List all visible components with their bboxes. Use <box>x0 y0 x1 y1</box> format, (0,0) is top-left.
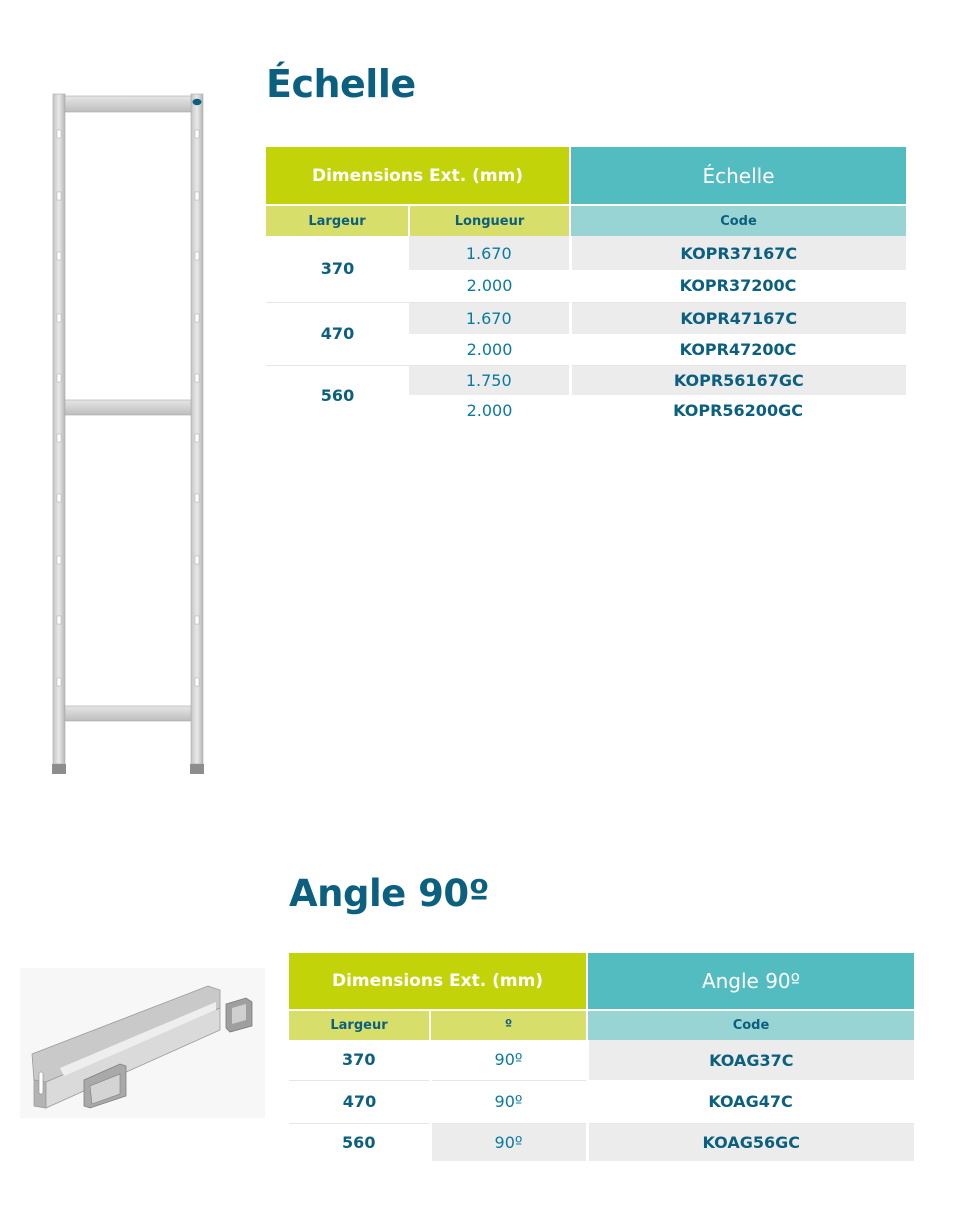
angle-cell: 90º <box>430 1080 587 1123</box>
table-row <box>289 1040 914 1080</box>
width-cell: 370 <box>266 236 409 302</box>
echelle-table <box>266 147 906 425</box>
length-cell: 1.670 <box>409 236 570 270</box>
col-code: Code <box>570 205 906 236</box>
code-cell: KOPR47200C <box>570 334 906 365</box>
section-title-angle: Angle 90º <box>289 872 489 915</box>
ladder-frame-image <box>46 88 211 782</box>
angle-table <box>289 953 914 1161</box>
col-largeur: Largeur <box>289 1010 430 1040</box>
table-row <box>289 1080 914 1123</box>
header-angle: Angle 90º <box>587 953 914 1010</box>
col-angle: º <box>430 1010 587 1040</box>
code-cell: KOPR56200GC <box>673 400 803 420</box>
width-cell: 470 <box>266 302 409 365</box>
width-cell: 370 <box>289 1040 430 1080</box>
length-cell: 2.000 <box>409 334 570 365</box>
width-cell: 470 <box>289 1080 430 1123</box>
table-row <box>266 236 906 270</box>
angle-bracket-image <box>20 968 265 1118</box>
col-longueur: Longueur <box>409 205 570 236</box>
code-cell: KOPR56167GC <box>570 365 906 395</box>
code-cell: KOPR37167C <box>570 236 906 270</box>
table-row <box>266 365 906 395</box>
header-dimensions: Dimensions Ext. (mm) <box>289 953 587 1010</box>
col-largeur: Largeur <box>266 205 409 236</box>
code-cell: KOAG37C <box>587 1040 914 1080</box>
length-cell: 1.750 <box>409 365 570 395</box>
angle-cell: 90º <box>430 1040 587 1080</box>
code-cell: KOPR37200C <box>570 270 906 302</box>
code-cell: KOAG56GC <box>587 1123 914 1161</box>
header-echelle: Échelle <box>570 147 906 205</box>
length-cell: 2.000 <box>466 400 513 420</box>
code-cell: KOAG47C <box>587 1080 914 1123</box>
header-dimensions: Dimensions Ext. (mm) <box>266 147 570 205</box>
length-cell: 1.670 <box>409 302 570 334</box>
table-row <box>289 1123 914 1161</box>
code-cell: KOPR47167C <box>570 302 906 334</box>
length-cell: 2.000 <box>409 270 570 302</box>
section-title-echelle: Échelle <box>266 62 416 106</box>
angle-cell: 90º <box>430 1123 587 1161</box>
col-code: Code <box>587 1010 914 1040</box>
table-row <box>266 302 906 334</box>
width-cell: 560 <box>320 385 355 405</box>
width-cell: 560 <box>342 1132 376 1152</box>
